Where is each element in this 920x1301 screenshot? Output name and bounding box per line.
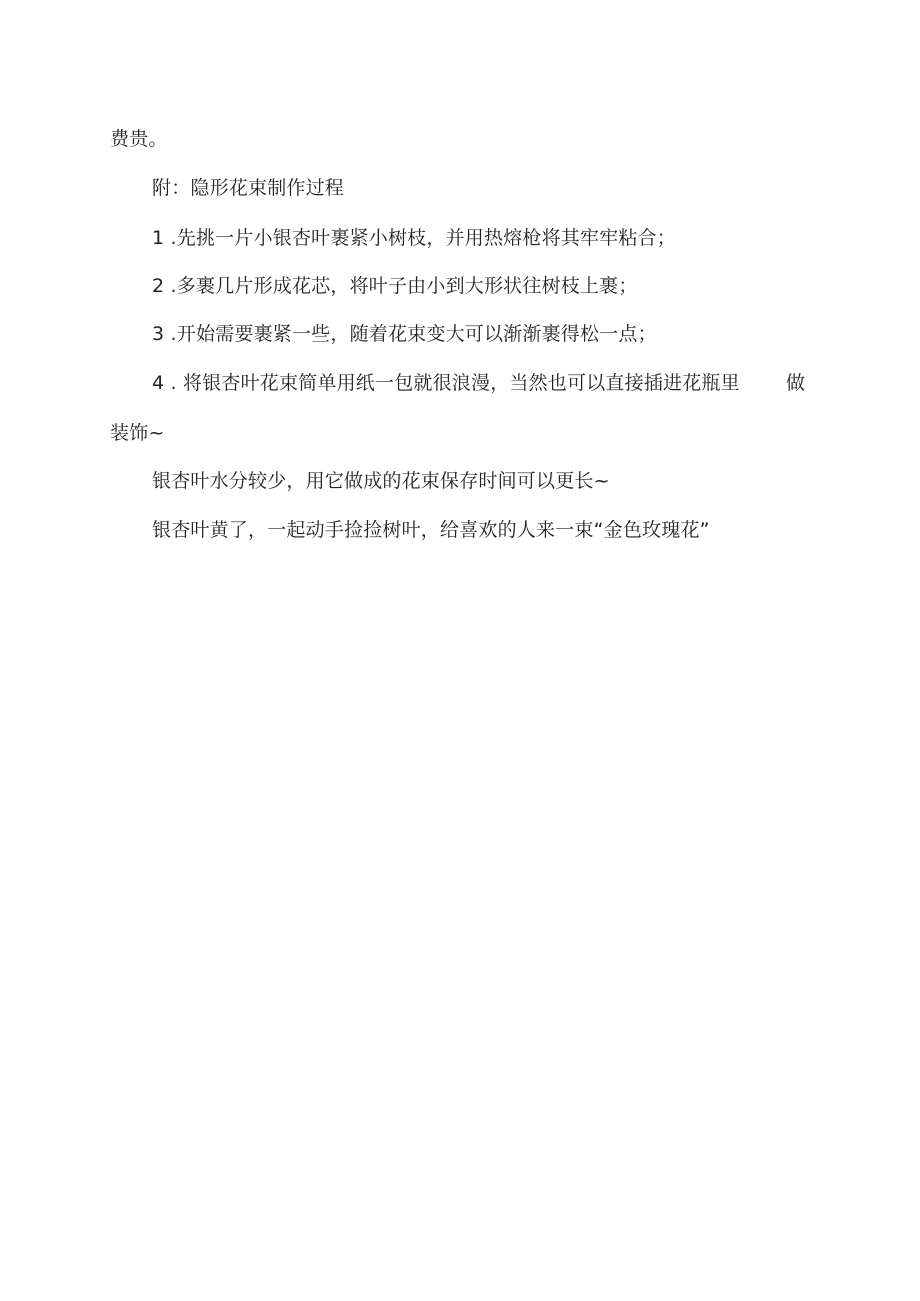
appendix-title: 附：隐形花束制作过程 (152, 177, 345, 199)
closing-text: 银杏叶黄了，一起动手捡捡树叶，给喜欢的人来一束“金色玫瑰花” (152, 519, 710, 541)
step-1: 1 .先挑一片小银杏叶裹紧小树枝，并用热熔枪将其牢牢粘合； (152, 227, 676, 249)
step-2: 2 .多裹几片形成花芯，将叶子由小到大形状往树枝上裹； (152, 275, 638, 297)
step-4-tail: 做 (786, 372, 806, 394)
step-4-wrap: 装饰~ (110, 422, 165, 444)
step-4-text: 4 . 将银杏叶花束简单用纸一包就很浪漫，当然也可以直接插进花瓶里 (152, 372, 740, 394)
note-text: 银杏叶水分较少，用它做成的花束保存时间可以更长~ (152, 470, 610, 492)
step-4 (152, 371, 812, 395)
step-3: 3 .开始需要裹紧一些，随着花束变大可以渐渐裹得松一点； (152, 323, 657, 345)
continuation-text: 费贵。 (110, 128, 168, 150)
